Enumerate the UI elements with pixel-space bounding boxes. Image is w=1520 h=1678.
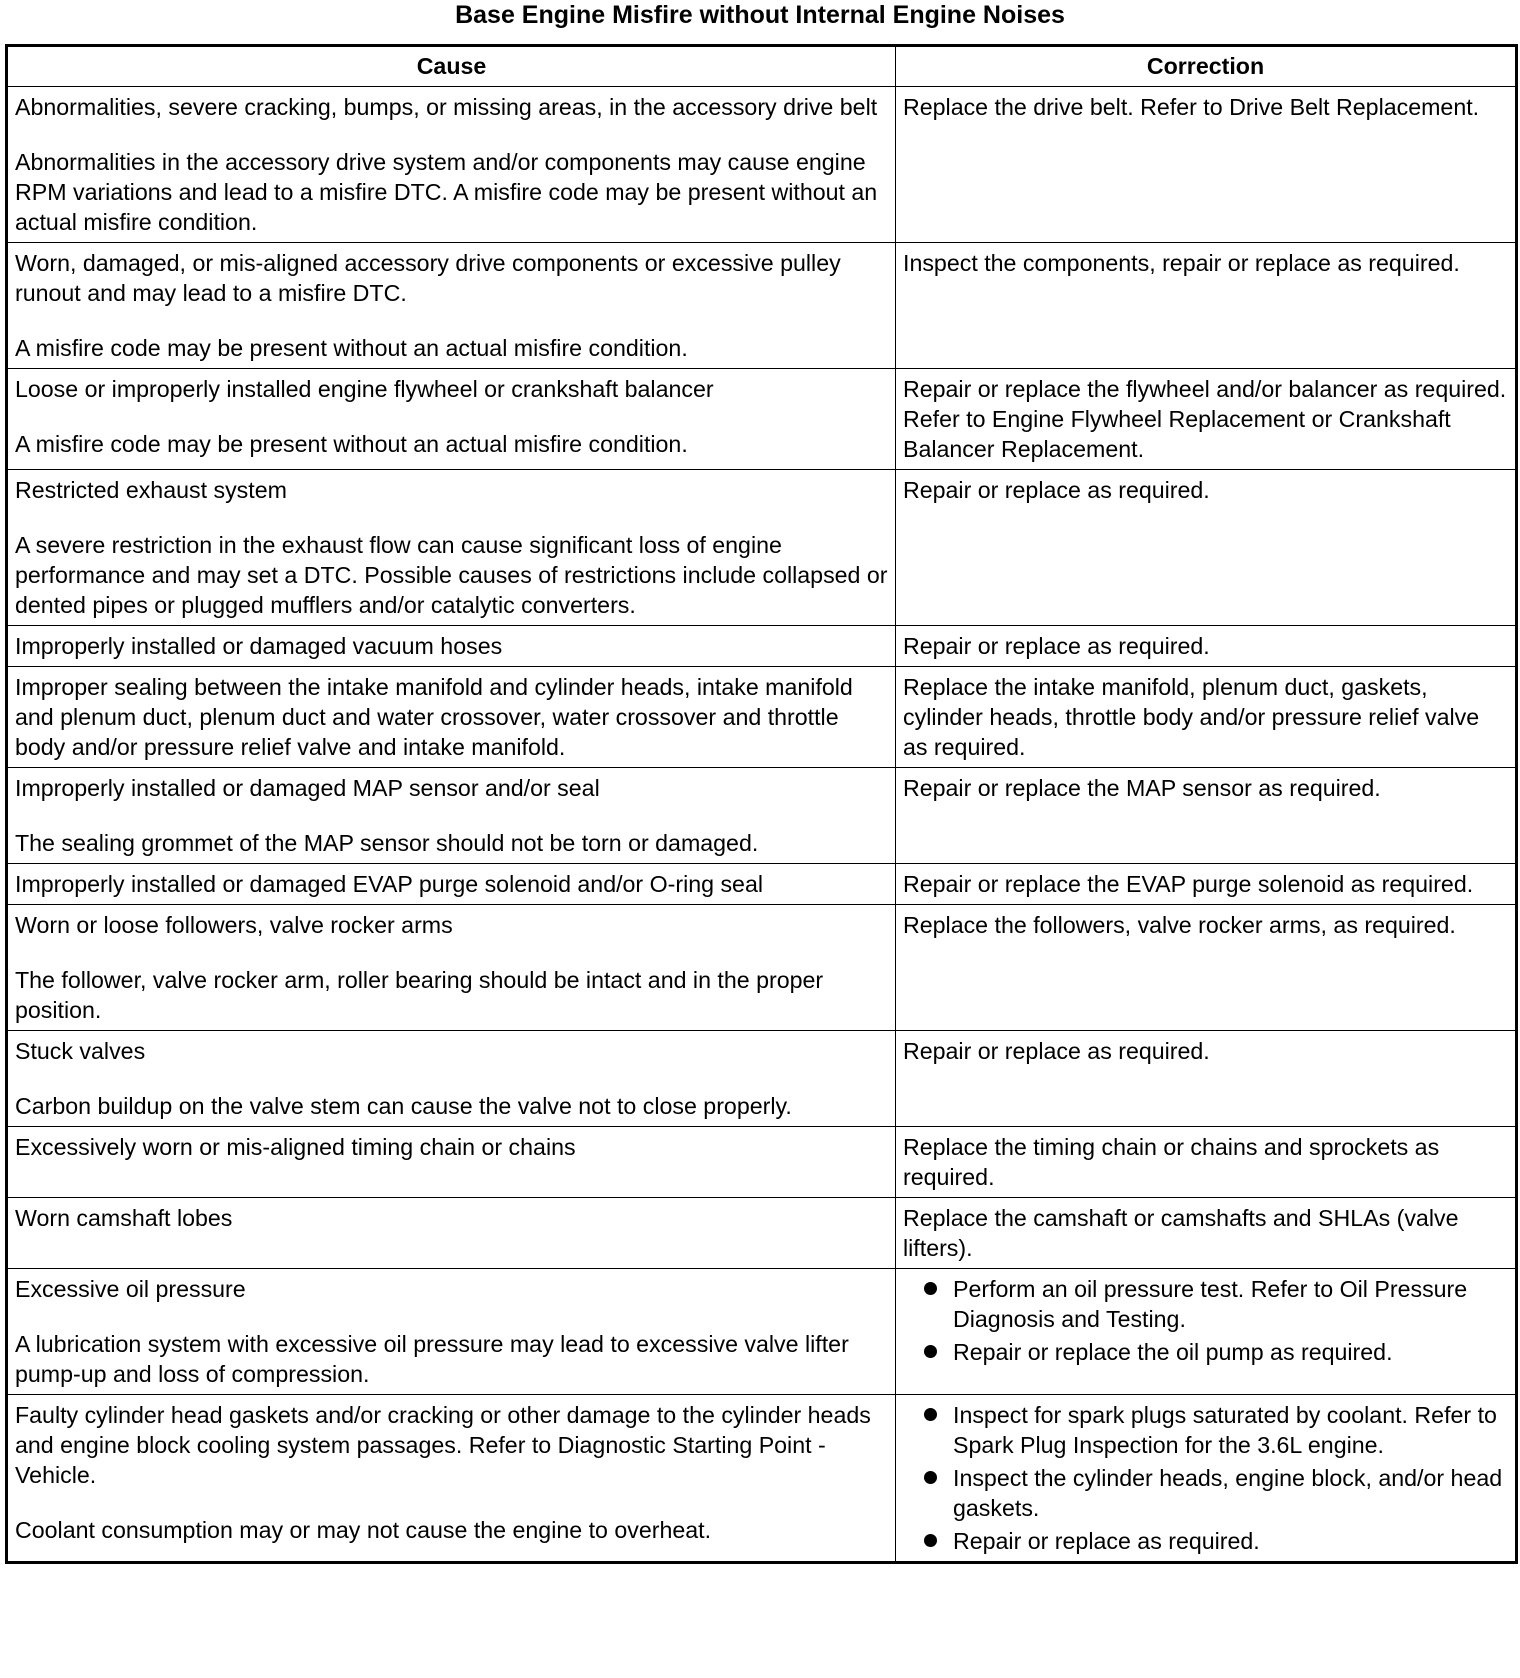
correction-text: Replace the timing chain or chains and sprockets as required.	[903, 1134, 1440, 1190]
cause-cell	[7, 87, 896, 243]
correction-cell	[896, 1269, 1517, 1395]
table-row	[7, 626, 1517, 667]
cause-note: A lubrication system with excessive oil pressure may lead to excessive valve lifter pump-up and loss of compression.	[15, 1331, 849, 1387]
correction-cell	[896, 905, 1517, 1031]
cause-text: Worn camshaft lobes	[15, 1205, 233, 1231]
correction-text: Replace the drive belt. Refer to Drive Belt Replacement.	[903, 94, 1480, 120]
correction-cell	[896, 1127, 1517, 1198]
table-row	[7, 1031, 1517, 1127]
table-row	[7, 905, 1517, 1031]
correction-text: Inspect the components, repair or replace as required.	[903, 250, 1460, 276]
table-row	[7, 1395, 1517, 1563]
cause-text: Excessive oil pressure	[15, 1276, 246, 1302]
cause-note: The sealing grommet of the MAP sensor should not be torn or damaged.	[15, 830, 759, 856]
correction-cell	[896, 667, 1517, 768]
cause-text: Improper sealing between the intake manifold and cylinder heads, intake manifold and plenum duct, plenum duct and water crossover, water crossover and throttle body and/or pressure relief valve and intake manifold.	[15, 674, 853, 760]
cause-text: Restricted exhaust system	[15, 477, 287, 503]
correction-text: Repair or replace the EVAP purge solenoid as required.	[903, 871, 1474, 897]
table-row	[7, 1269, 1517, 1395]
document-title: Base Engine Misfire without Internal Engine Noises	[455, 1, 1065, 29]
correction-bullet: Inspect the cylinder heads, engine block, and/or head gaskets.	[903, 1463, 1508, 1523]
table-row	[7, 1127, 1517, 1198]
table-row	[7, 864, 1517, 905]
correction-cell	[896, 369, 1517, 470]
correction-text: Replace the camshaft or camshafts and SHLAs (valve lifters).	[903, 1205, 1459, 1261]
cause-note: Coolant consumption may or may not cause the engine to overheat.	[15, 1517, 712, 1543]
correction-text: Repair or replace the flywheel and/or balancer as required. Refer to Engine Flywheel Replacement or Crankshaft Balancer Replacement.	[903, 376, 1507, 462]
cause-cell	[7, 626, 896, 667]
correction-cell	[896, 1031, 1517, 1127]
correction-cell	[896, 768, 1517, 864]
cause-text: Abnormalities, severe cracking, bumps, or missing areas, in the accessory drive belt	[15, 94, 878, 120]
correction-cell	[896, 1198, 1517, 1269]
table-row	[7, 667, 1517, 768]
cause-cell	[7, 1395, 896, 1563]
cause-note: The follower, valve rocker arm, roller bearing should be intact and in the proper position.	[15, 967, 824, 1023]
correction-bullet: Perform an oil pressure test. Refer to Oil Pressure Diagnosis and Testing.	[903, 1274, 1508, 1334]
cause-cell	[7, 1198, 896, 1269]
cause-note: A severe restriction in the exhaust flow can cause significant loss of engine performance and may set a DTC. Possible causes of restrictions include collapsed or dented pipes or plugged mufflers and/or catalytic converters.	[15, 532, 888, 618]
cause-note: Carbon buildup on the valve stem can cause the valve not to close properly.	[15, 1093, 792, 1119]
correction-text: Replace the intake manifold, plenum duct, gaskets, cylinder heads, throttle body and/or pressure relief valve as required.	[903, 674, 1480, 760]
cause-note: Abnormalities in the accessory drive system and/or components may cause engine RPM variations and lead to a misfire DTC. A misfire code may be present without an actual misfire condition.	[15, 149, 878, 235]
correction-cell	[896, 243, 1517, 369]
cause-cell	[7, 243, 896, 369]
cause-text: Improperly installed or damaged MAP sensor and/or seal	[15, 775, 600, 801]
correction-text: Repair or replace the MAP sensor as required.	[903, 775, 1381, 801]
cause-cell	[7, 470, 896, 626]
cause-text: Excessively worn or mis-aligned timing chain or chains	[15, 1134, 576, 1160]
cause-cell	[7, 768, 896, 864]
correction-cell	[896, 626, 1517, 667]
cause-text: Worn or loose followers, valve rocker arms	[15, 912, 453, 938]
table-row	[7, 470, 1517, 626]
correction-cell	[896, 864, 1517, 905]
cause-note: A misfire code may be present without an actual misfire condition.	[15, 431, 688, 457]
correction-bullet: Repair or replace as required.	[903, 1526, 1508, 1556]
cause-cell	[7, 1031, 896, 1127]
cause-cell	[7, 905, 896, 1031]
cause-cell	[7, 369, 896, 470]
cause-text: Loose or improperly installed engine flywheel or crankshaft balancer	[15, 376, 714, 402]
cause-text: Stuck valves	[15, 1038, 146, 1064]
correction-bullet: Inspect for spark plugs saturated by coolant. Refer to Spark Plug Inspection for the 3.6L engine.	[903, 1400, 1508, 1460]
cause-cell	[7, 667, 896, 768]
cause-note: A misfire code may be present without an actual misfire condition.	[15, 335, 688, 361]
table-row	[7, 1198, 1517, 1269]
table-row	[7, 243, 1517, 369]
cause-text: Improperly installed or damaged EVAP purge solenoid and/or O-ring seal	[15, 871, 763, 897]
table-header-row	[7, 46, 1517, 87]
correction-cell	[896, 87, 1517, 243]
cause-text: Worn, damaged, or mis-aligned accessory drive components or excessive pulley runout and may lead to a misfire DTC.	[15, 250, 841, 306]
correction-cell	[896, 1395, 1517, 1563]
correction-column-header: Correction	[896, 46, 1517, 87]
cause-cell	[7, 1127, 896, 1198]
correction-bullet-list	[903, 1400, 1508, 1556]
correction-text: Repair or replace as required.	[903, 477, 1210, 503]
cause-cell	[7, 1269, 896, 1395]
correction-text: Replace the followers, valve rocker arms, as required.	[903, 912, 1456, 938]
correction-bullet-list	[903, 1274, 1508, 1367]
table-row	[7, 87, 1517, 243]
correction-bullet: Repair or replace the oil pump as required.	[903, 1337, 1508, 1367]
cause-cell	[7, 864, 896, 905]
table-row	[7, 768, 1517, 864]
cause-text: Faulty cylinder head gaskets and/or cracking or other damage to the cylinder heads and engine block cooling system passages. Refer to Diagnostic Starting Point - Vehicle.	[15, 1402, 871, 1488]
diagnosis-table	[5, 44, 1518, 1564]
table-row	[7, 369, 1517, 470]
cause-column-header: Cause	[7, 46, 896, 87]
cause-text: Improperly installed or damaged vacuum hoses	[15, 633, 503, 659]
correction-cell	[896, 470, 1517, 626]
correction-text: Repair or replace as required.	[903, 633, 1210, 659]
correction-text: Repair or replace as required.	[903, 1038, 1210, 1064]
